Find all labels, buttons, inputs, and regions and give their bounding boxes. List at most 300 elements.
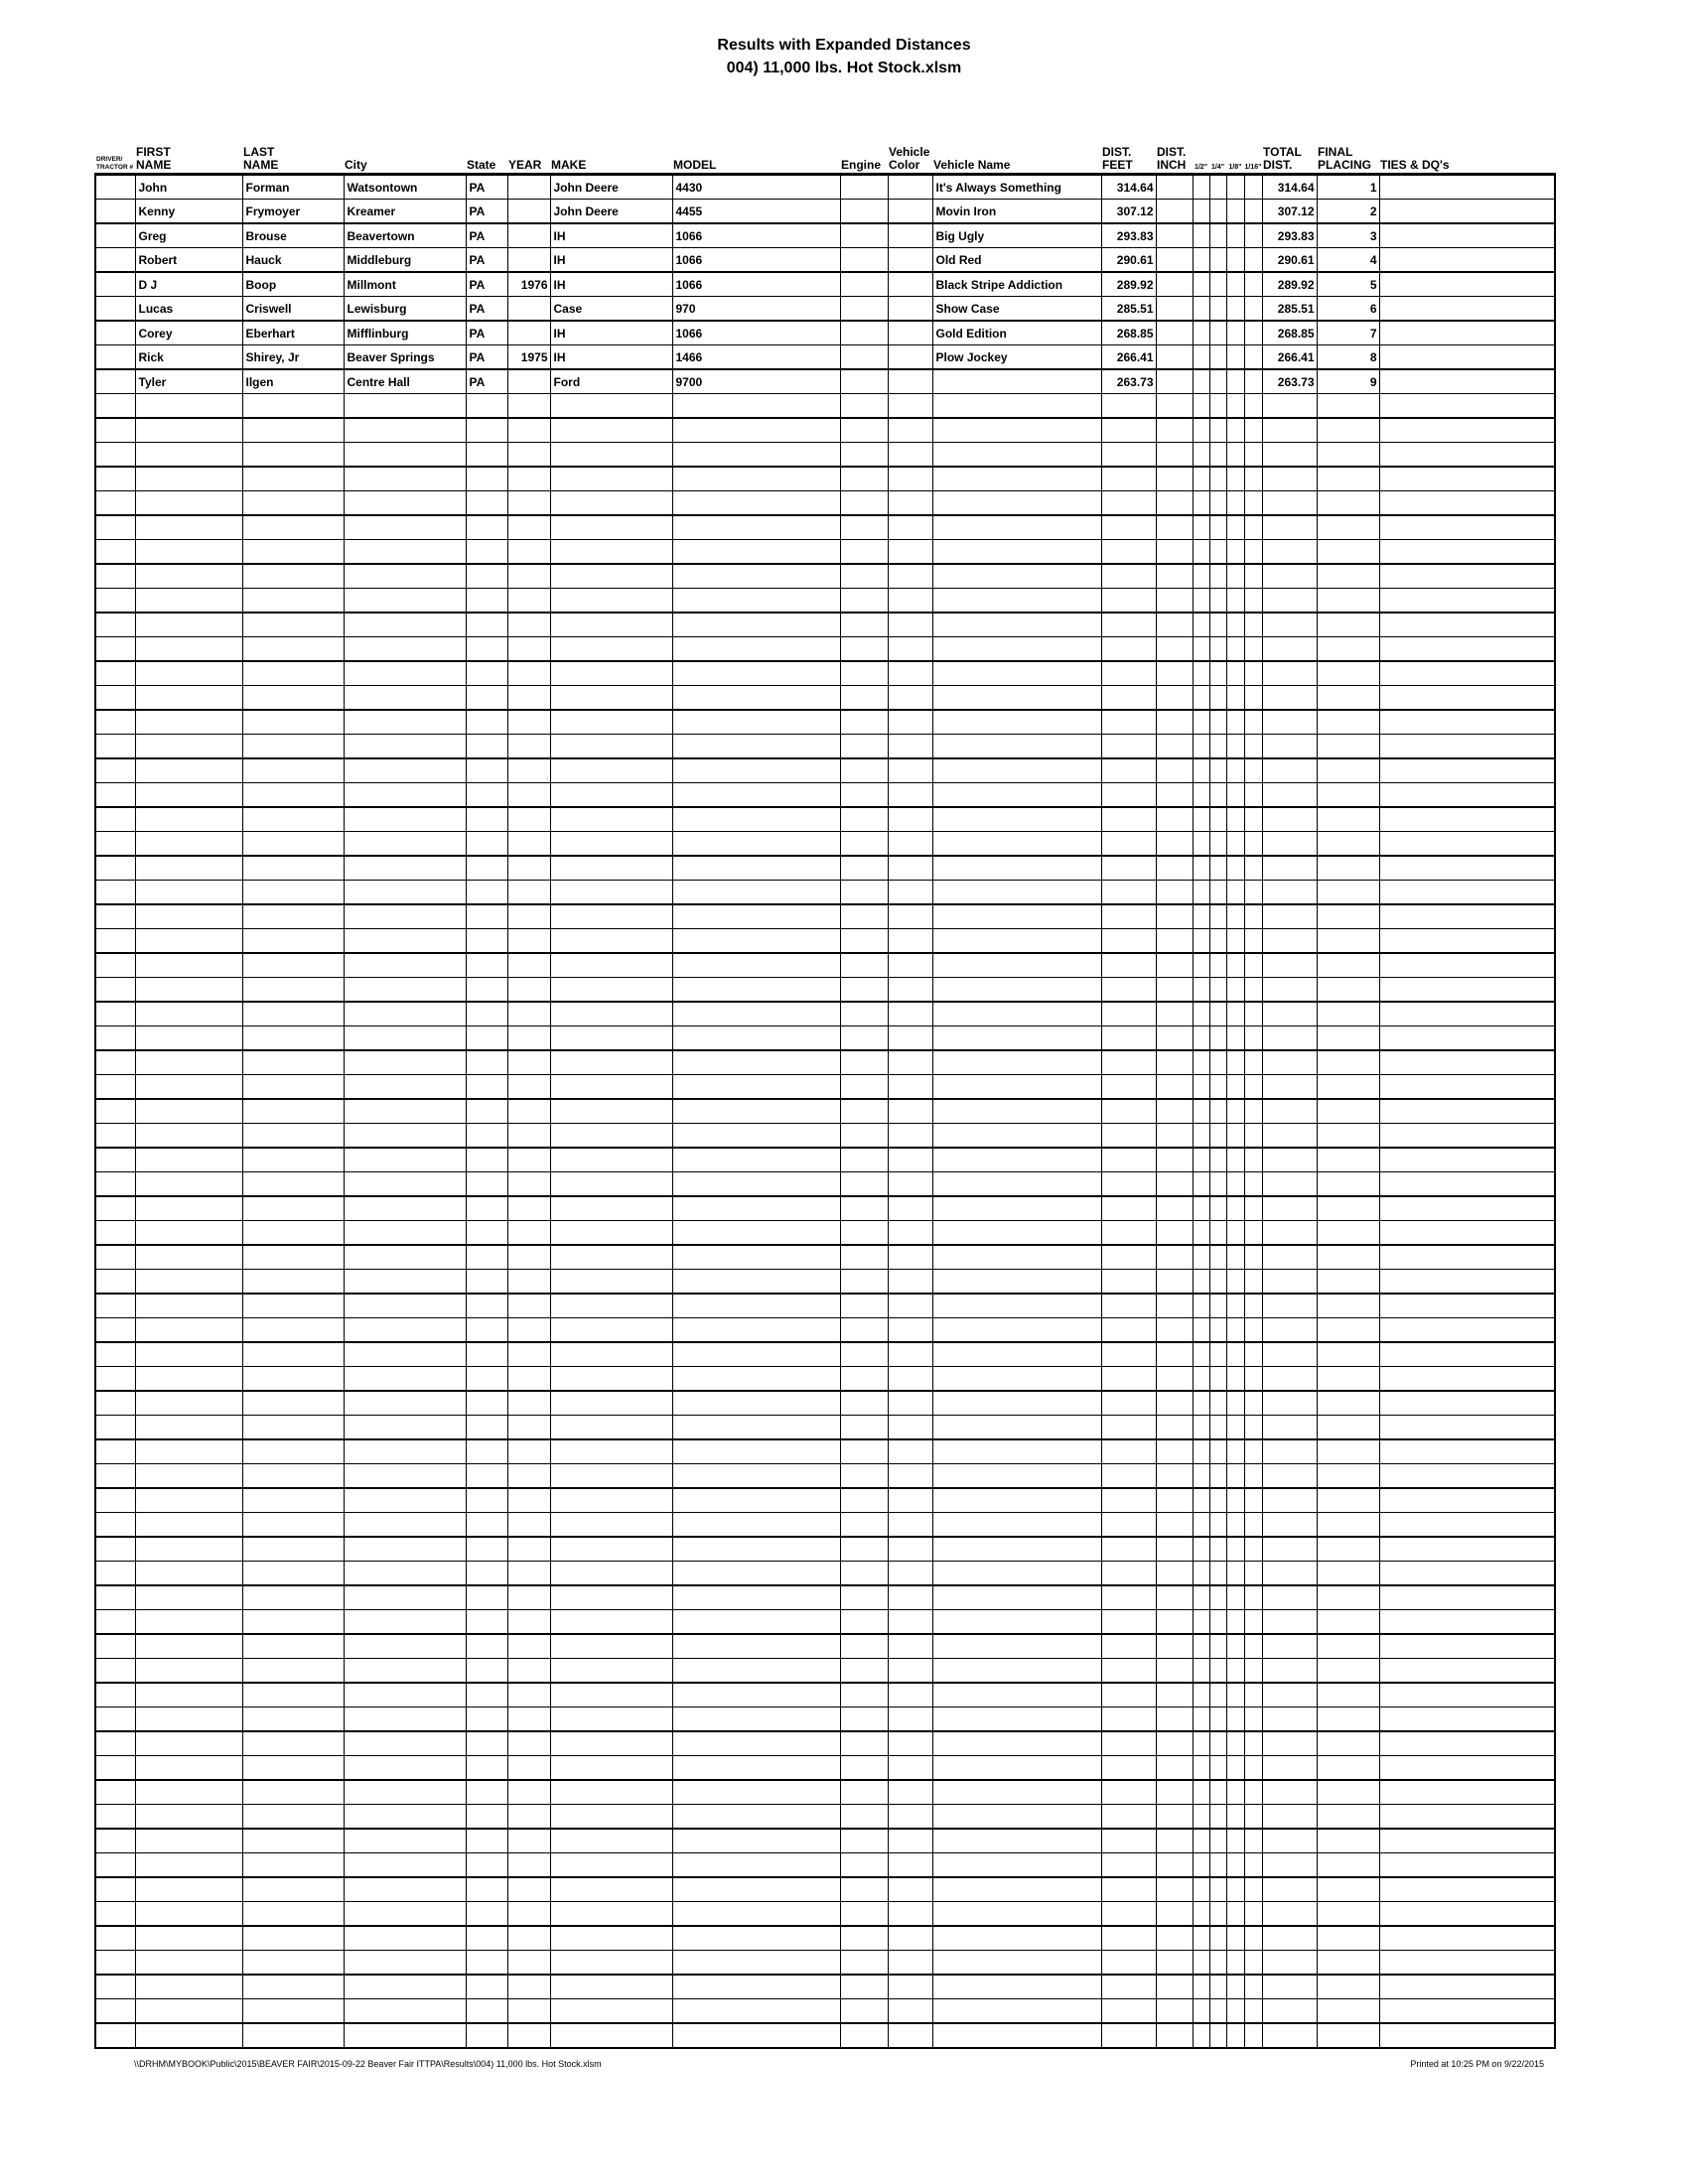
empty-cell	[1193, 661, 1209, 686]
empty-cell	[888, 686, 932, 711]
empty-cell	[1262, 1683, 1317, 1707]
empty-cell	[135, 758, 242, 783]
empty-cell	[888, 540, 932, 565]
empty-cell	[344, 1026, 466, 1051]
empty-cell	[672, 1999, 840, 2024]
empty-cell	[1317, 686, 1379, 711]
empty-cell	[242, 1999, 344, 2024]
empty-cell	[1226, 1172, 1244, 1197]
empty-cell	[95, 661, 135, 686]
empty-cell	[1226, 758, 1244, 783]
empty-cell	[1226, 394, 1244, 419]
empty-cell	[466, 1367, 507, 1392]
empty-cell	[932, 856, 1101, 881]
empty-cell	[932, 1829, 1101, 1853]
empty-cell	[95, 1416, 135, 1440]
cell-dist-feet: 289.92	[1101, 272, 1156, 297]
empty-cell	[888, 710, 932, 735]
empty-cell	[1262, 589, 1317, 614]
empty-cell	[242, 686, 344, 711]
empty-cell	[1379, 443, 1555, 468]
empty-cell	[1101, 1513, 1156, 1538]
empty-cell	[507, 1975, 550, 1999]
empty-cell	[840, 1245, 888, 1270]
empty-cell	[1379, 564, 1555, 589]
empty-cell	[888, 1464, 932, 1489]
empty-cell	[840, 467, 888, 491]
empty-cell	[344, 1439, 466, 1464]
empty-table-row	[95, 1439, 1555, 1464]
empty-cell	[95, 1221, 135, 1246]
empty-cell	[466, 758, 507, 783]
empty-cell	[1226, 1464, 1244, 1489]
empty-cell	[135, 394, 242, 419]
empty-cell	[888, 418, 932, 443]
empty-cell	[672, 1221, 840, 1246]
cell-color	[888, 248, 932, 273]
empty-cell	[466, 1026, 507, 1051]
empty-cell	[1317, 1683, 1379, 1707]
cell-half	[1193, 345, 1209, 370]
empty-cell	[1209, 1513, 1226, 1538]
empty-cell	[1226, 735, 1244, 759]
empty-cell	[466, 1683, 507, 1707]
empty-cell	[1244, 1270, 1262, 1295]
empty-cell	[1244, 1999, 1262, 2024]
column-header-last	[242, 141, 344, 175]
empty-cell	[888, 832, 932, 857]
empty-table-row	[95, 394, 1555, 419]
empty-cell	[932, 1610, 1101, 1635]
cell-eighth	[1226, 345, 1244, 370]
empty-cell	[1379, 856, 1555, 881]
empty-cell	[1156, 1902, 1193, 1927]
cell-quarter	[1209, 200, 1226, 224]
empty-cell	[672, 1756, 840, 1781]
empty-cell	[1226, 467, 1244, 491]
column-header-label: MODEL	[673, 158, 717, 172]
empty-cell	[1317, 1221, 1379, 1246]
empty-cell	[1156, 904, 1193, 929]
empty-cell	[1262, 1391, 1317, 1416]
empty-cell	[344, 1464, 466, 1489]
empty-cell	[242, 1026, 344, 1051]
empty-cell	[550, 953, 672, 978]
empty-cell	[888, 735, 932, 759]
cell-sixteenth	[1244, 297, 1262, 322]
empty-cell	[672, 807, 840, 832]
footer-file-path: \\DRHM\MYBOOK\Public\2015\BEAVER FAIR\2015-09-22 Beaver Fair ITTPA\Results\004) 11,000 lbs. Hot Stock.xlsm	[134, 2059, 602, 2069]
empty-cell	[344, 783, 466, 808]
empty-cell	[95, 1780, 135, 1805]
empty-cell	[672, 1659, 840, 1684]
empty-cell	[344, 1391, 466, 1416]
cell-last: Shirey, Jr	[242, 345, 344, 370]
empty-cell	[1244, 1683, 1262, 1707]
column-header-label: FEET	[1102, 158, 1133, 172]
empty-cell	[507, 1099, 550, 1124]
empty-cell	[1226, 1975, 1244, 1999]
empty-cell	[1379, 1975, 1555, 1999]
empty-cell	[1244, 540, 1262, 565]
column-header-dist-inch	[1156, 141, 1193, 175]
empty-cell	[344, 637, 466, 662]
empty-cell	[1262, 1902, 1317, 1927]
empty-cell	[1226, 1221, 1244, 1246]
cell-engine	[840, 223, 888, 248]
empty-cell	[507, 1464, 550, 1489]
column-header-label: State	[467, 158, 496, 172]
empty-cell	[1226, 1999, 1244, 2024]
empty-cell	[1209, 1829, 1226, 1853]
empty-cell	[466, 1999, 507, 2024]
cell-make: IH	[550, 223, 672, 248]
empty-cell	[1193, 1367, 1209, 1392]
empty-cell	[1156, 1075, 1193, 1100]
cell-ties	[1379, 272, 1555, 297]
empty-cell	[1379, 1294, 1555, 1318]
empty-cell	[1226, 1562, 1244, 1586]
empty-cell	[1262, 904, 1317, 929]
empty-cell	[888, 758, 932, 783]
empty-cell	[1244, 929, 1262, 954]
empty-cell	[1209, 661, 1226, 686]
empty-cell	[1226, 1707, 1244, 1732]
empty-table-row	[95, 1853, 1555, 1878]
column-header-label: TOTAL	[1263, 145, 1302, 159]
cell-dist-inch	[1156, 297, 1193, 322]
empty-cell	[888, 637, 932, 662]
empty-cell	[1193, 735, 1209, 759]
empty-cell	[507, 758, 550, 783]
empty-cell	[466, 613, 507, 637]
empty-cell	[840, 1075, 888, 1100]
empty-cell	[1209, 1342, 1226, 1367]
empty-cell	[1244, 1562, 1262, 1586]
empty-cell	[1101, 540, 1156, 565]
table-row	[95, 297, 1555, 322]
empty-cell	[1244, 1099, 1262, 1124]
empty-cell	[1209, 1196, 1226, 1221]
empty-table-row	[95, 1099, 1555, 1124]
empty-cell	[1101, 1294, 1156, 1318]
empty-cell	[1193, 1221, 1209, 1246]
empty-cell	[466, 1951, 507, 1976]
empty-cell	[135, 1464, 242, 1489]
empty-cell	[1101, 1780, 1156, 1805]
empty-cell	[507, 1026, 550, 1051]
empty-cell	[1101, 1367, 1156, 1392]
empty-cell	[1317, 758, 1379, 783]
empty-cell	[466, 1902, 507, 1927]
empty-cell	[1317, 1050, 1379, 1075]
empty-cell	[1209, 1318, 1226, 1343]
empty-cell	[95, 1050, 135, 1075]
empty-cell	[135, 710, 242, 735]
empty-cell	[932, 564, 1101, 589]
empty-cell	[888, 881, 932, 905]
empty-cell	[242, 564, 344, 589]
empty-cell	[840, 1439, 888, 1464]
empty-cell	[1101, 1026, 1156, 1051]
empty-cell	[95, 1805, 135, 1830]
empty-cell	[95, 613, 135, 637]
empty-cell	[888, 1513, 932, 1538]
cell-first: D J	[135, 272, 242, 297]
empty-cell	[507, 1391, 550, 1416]
empty-cell	[840, 1294, 888, 1318]
empty-cell	[466, 1926, 507, 1951]
empty-cell	[672, 1805, 840, 1830]
empty-cell	[95, 1877, 135, 1902]
empty-cell	[840, 1416, 888, 1440]
empty-cell	[1193, 1294, 1209, 1318]
empty-cell	[1244, 1877, 1262, 1902]
empty-cell	[507, 735, 550, 759]
empty-cell	[242, 1099, 344, 1124]
empty-cell	[550, 686, 672, 711]
empty-cell	[550, 1562, 672, 1586]
empty-cell	[888, 904, 932, 929]
empty-cell	[135, 661, 242, 686]
empty-cell	[344, 1902, 466, 1927]
cell-first: Tyler	[135, 369, 242, 394]
cell-dist-inch	[1156, 369, 1193, 394]
cell-engine	[840, 297, 888, 322]
cell-year: 1976	[507, 272, 550, 297]
empty-cell	[1262, 467, 1317, 491]
empty-cell	[1226, 1294, 1244, 1318]
empty-cell	[135, 1902, 242, 1927]
empty-cell	[1101, 1342, 1156, 1367]
empty-cell	[1244, 1756, 1262, 1781]
empty-cell	[672, 1464, 840, 1489]
empty-cell	[1156, 394, 1193, 419]
empty-cell	[1226, 1075, 1244, 1100]
empty-cell	[507, 710, 550, 735]
empty-cell	[466, 564, 507, 589]
empty-cell	[672, 394, 840, 419]
empty-cell	[1101, 1488, 1156, 1513]
empty-cell	[672, 1318, 840, 1343]
empty-table-row	[95, 1464, 1555, 1489]
cell-total-dist: 293.83	[1262, 223, 1317, 248]
empty-cell	[1226, 564, 1244, 589]
empty-cell	[1317, 1196, 1379, 1221]
cell-last: Criswell	[242, 297, 344, 322]
empty-cell	[840, 589, 888, 614]
empty-cell	[1101, 1002, 1156, 1026]
empty-cell	[1379, 540, 1555, 565]
empty-cell	[840, 1951, 888, 1976]
empty-cell	[1101, 1902, 1156, 1927]
empty-cell	[507, 1367, 550, 1392]
empty-table-row	[95, 1634, 1555, 1659]
table-row	[95, 200, 1555, 224]
empty-cell	[1209, 783, 1226, 808]
column-header-make	[550, 141, 672, 175]
empty-cell	[1101, 637, 1156, 662]
empty-cell	[1156, 1829, 1193, 1853]
empty-table-row	[95, 1294, 1555, 1318]
empty-cell	[672, 1562, 840, 1586]
cell-color	[888, 223, 932, 248]
empty-cell	[344, 1610, 466, 1635]
empty-cell	[1156, 1245, 1193, 1270]
empty-cell	[466, 1877, 507, 1902]
empty-cell	[1244, 686, 1262, 711]
cell-engine	[840, 272, 888, 297]
empty-cell	[242, 1416, 344, 1440]
empty-cell	[1156, 1999, 1193, 2024]
cell-final-placing: 1	[1317, 175, 1379, 200]
empty-cell	[1262, 1975, 1317, 1999]
empty-cell	[135, 978, 242, 1003]
empty-cell	[1317, 978, 1379, 1003]
empty-cell	[1379, 1124, 1555, 1149]
empty-cell	[507, 1196, 550, 1221]
empty-cell	[1226, 1270, 1244, 1295]
empty-cell	[1101, 1318, 1156, 1343]
empty-cell	[1262, 418, 1317, 443]
empty-cell	[135, 613, 242, 637]
empty-table-row	[95, 1221, 1555, 1246]
empty-table-row	[95, 491, 1555, 516]
cell-dist-inch	[1156, 321, 1193, 345]
column-header-label: LAST	[243, 145, 275, 159]
empty-cell	[1101, 515, 1156, 540]
empty-cell	[1226, 1124, 1244, 1149]
empty-cell	[1379, 661, 1555, 686]
empty-table-row	[95, 1756, 1555, 1781]
empty-cell	[344, 807, 466, 832]
empty-table-row	[95, 832, 1555, 857]
empty-cell	[1317, 1124, 1379, 1149]
empty-cell	[672, 710, 840, 735]
empty-cell	[135, 1731, 242, 1756]
empty-cell	[1244, 1342, 1262, 1367]
empty-cell	[507, 1416, 550, 1440]
empty-cell	[1226, 904, 1244, 929]
empty-cell	[1226, 1902, 1244, 1927]
empty-cell	[1244, 661, 1262, 686]
empty-cell	[507, 1294, 550, 1318]
empty-cell	[1226, 953, 1244, 978]
empty-cell	[1244, 1902, 1262, 1927]
empty-cell	[1193, 1391, 1209, 1416]
empty-cell	[95, 1562, 135, 1586]
cell-dist-feet: 290.61	[1101, 248, 1156, 273]
empty-cell	[1379, 1585, 1555, 1610]
empty-cell	[95, 467, 135, 491]
column-header-state	[466, 141, 507, 175]
empty-cell	[1156, 540, 1193, 565]
empty-cell	[95, 1999, 135, 2024]
empty-cell	[1156, 1099, 1193, 1124]
empty-cell	[95, 1829, 135, 1853]
empty-cell	[1317, 832, 1379, 857]
empty-cell	[242, 1805, 344, 1830]
empty-table-row	[95, 515, 1555, 540]
empty-cell	[550, 1707, 672, 1732]
table-row	[95, 223, 1555, 248]
column-header-label: DIST.	[1263, 158, 1293, 172]
empty-cell	[1379, 613, 1555, 637]
empty-cell	[1226, 1416, 1244, 1440]
empty-cell	[1156, 783, 1193, 808]
empty-cell	[95, 418, 135, 443]
empty-cell	[1193, 1245, 1209, 1270]
empty-cell	[1101, 1270, 1156, 1295]
empty-cell	[507, 418, 550, 443]
empty-cell	[840, 1731, 888, 1756]
empty-cell	[1193, 1196, 1209, 1221]
empty-cell	[1101, 978, 1156, 1003]
empty-cell	[1193, 1099, 1209, 1124]
cell-final-placing: 9	[1317, 369, 1379, 394]
empty-cell	[1101, 418, 1156, 443]
cell-model: 4455	[672, 200, 840, 224]
empty-cell	[1262, 1805, 1317, 1830]
empty-cell	[672, 1683, 840, 1707]
empty-cell	[466, 1050, 507, 1075]
empty-cell	[95, 1002, 135, 1026]
empty-cell	[1262, 637, 1317, 662]
empty-cell	[95, 1342, 135, 1367]
empty-cell	[135, 1829, 242, 1853]
empty-cell	[1244, 394, 1262, 419]
empty-cell	[135, 881, 242, 905]
empty-cell	[550, 1610, 672, 1635]
empty-cell	[932, 637, 1101, 662]
cell-eighth	[1226, 223, 1244, 248]
empty-cell	[95, 1026, 135, 1051]
empty-cell	[1209, 1099, 1226, 1124]
empty-cell	[1156, 443, 1193, 468]
empty-cell	[95, 1513, 135, 1538]
empty-cell	[1244, 1172, 1262, 1197]
empty-cell	[507, 1780, 550, 1805]
empty-cell	[1379, 2023, 1555, 2048]
empty-cell	[1262, 832, 1317, 857]
empty-cell	[135, 735, 242, 759]
empty-cell	[507, 564, 550, 589]
column-header-label: 1/16"	[1244, 164, 1262, 171]
empty-cell	[507, 1537, 550, 1562]
empty-cell	[507, 467, 550, 491]
cell-dist-feet: 314.64	[1101, 175, 1156, 200]
empty-cell	[672, 1951, 840, 1976]
cell-city: Lewisburg	[344, 297, 466, 322]
empty-cell	[1156, 710, 1193, 735]
empty-cell	[1101, 564, 1156, 589]
empty-cell	[888, 1731, 932, 1756]
empty-cell	[550, 613, 672, 637]
empty-cell	[135, 1780, 242, 1805]
empty-cell	[507, 394, 550, 419]
empty-cell	[1244, 491, 1262, 516]
empty-cell	[932, 1391, 1101, 1416]
empty-cell	[1101, 856, 1156, 881]
empty-cell	[95, 758, 135, 783]
empty-cell	[466, 1513, 507, 1538]
cell-first: Greg	[135, 223, 242, 248]
empty-cell	[672, 904, 840, 929]
empty-cell	[1379, 1829, 1555, 1853]
empty-cell	[550, 1683, 672, 1707]
empty-cell	[1193, 1610, 1209, 1635]
empty-cell	[840, 686, 888, 711]
